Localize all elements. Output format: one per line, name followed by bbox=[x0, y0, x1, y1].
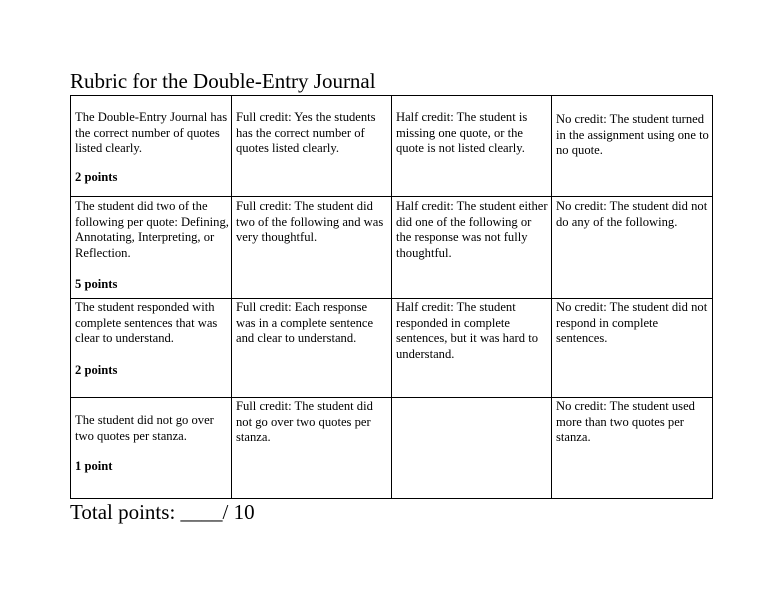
criterion-text: The student responded with complete sentences that was clear to understand. bbox=[75, 300, 218, 346]
no-credit-cell bbox=[552, 96, 713, 197]
half-credit-cell bbox=[392, 299, 552, 398]
half-credit-text bbox=[392, 398, 551, 399]
half-credit-cell bbox=[392, 398, 552, 499]
full-credit-text: Full credit: Yes the students has the correct number of quotes listed clearly. bbox=[236, 110, 376, 156]
no-credit-cell bbox=[552, 398, 713, 499]
criterion-cell bbox=[71, 197, 232, 299]
total-points: Total points: ____/ 10 bbox=[70, 500, 255, 524]
criterion-text: The student did not go over two quotes per stanza. bbox=[75, 413, 214, 443]
no-credit-text: No credit: The student did not respond in complete sentences. bbox=[556, 300, 708, 346]
criterion-cell bbox=[71, 299, 232, 398]
no-credit-text: No credit: The student turned in the assignment using one to no quote. bbox=[556, 112, 709, 158]
criterion-cell bbox=[71, 96, 232, 197]
no-credit-text: No credit: The student used more than two quotes per stanza. bbox=[556, 399, 695, 445]
rubric-table bbox=[70, 95, 713, 499]
no-credit-text: No credit: The student did not do any of the following. bbox=[556, 199, 708, 229]
points-value: 1 point bbox=[75, 459, 113, 474]
full-credit-text: Full credit: Each response was in a complete sentence and clear to understand. bbox=[236, 300, 374, 346]
rubric-row bbox=[71, 299, 713, 398]
rubric-row bbox=[71, 398, 713, 499]
no-credit-cell bbox=[552, 197, 713, 299]
points-value: 2 points bbox=[75, 169, 118, 184]
points-value: 5 points bbox=[75, 277, 118, 292]
rubric-row bbox=[71, 96, 713, 197]
criterion-text: The Double-Entry Journal has the correct number of quotes listed clearly. bbox=[75, 110, 228, 156]
half-credit-cell bbox=[392, 96, 552, 197]
full-credit-cell bbox=[232, 96, 392, 197]
criterion-cell bbox=[71, 398, 232, 499]
page-title: Rubric for the Double-Entry Journal bbox=[70, 69, 376, 93]
no-credit-cell bbox=[552, 299, 713, 398]
half-credit-text: Half credit: The student responded in complete sentences, but it was hard to understand. bbox=[396, 300, 538, 361]
full-credit-cell bbox=[232, 398, 392, 499]
full-credit-cell bbox=[232, 197, 392, 299]
points-value: 2 points bbox=[75, 362, 118, 377]
full-credit-cell bbox=[232, 299, 392, 398]
criterion-text: The student did two of the following per quote: Defining, Annotating, Interpreting, or Reflection. bbox=[75, 199, 229, 260]
half-credit-cell bbox=[392, 197, 552, 299]
full-credit-text: Full credit: The student did not go over two quotes per stanza. bbox=[236, 399, 373, 445]
rubric-row bbox=[71, 197, 713, 299]
half-credit-text: Half credit: The student either did one of the following or the response was not fully thoughtful. bbox=[396, 199, 548, 260]
full-credit-text: Full credit: The student did two of the following and was very thoughtful. bbox=[236, 199, 384, 245]
half-credit-text: Half credit: The student is missing one quote, or the quote is not listed clearly. bbox=[396, 110, 528, 156]
